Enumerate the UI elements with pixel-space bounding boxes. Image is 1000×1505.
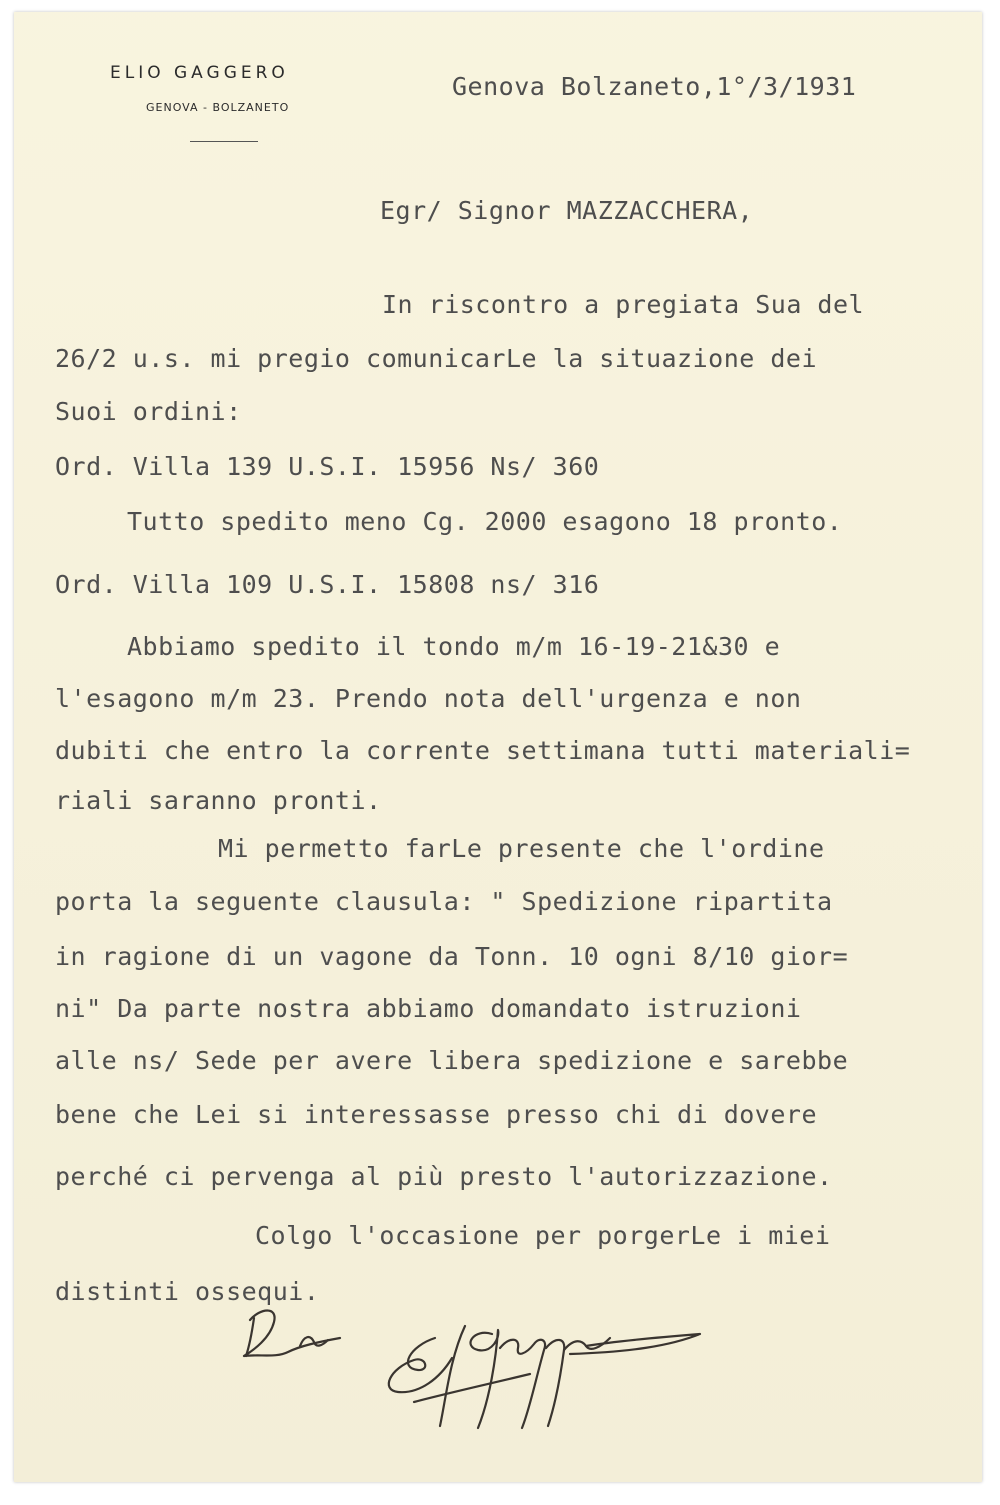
body-line: bene che Lei si interessasse presso chi di dovere <box>55 1100 818 1129</box>
body-line: l'esagono m/m 23. Prendo nota dell'urgenza e non <box>55 684 802 713</box>
body-line: Suoi ordini: <box>55 397 242 426</box>
handwritten-signature <box>230 1298 710 1433</box>
body-line: 26/2 u.s. mi pregio comunicarLe la situazione dei <box>55 344 818 373</box>
body-line: ni" Da parte nostra abbiamo domandato istruzioni <box>55 994 802 1023</box>
body-line: porta la seguente clausula: " Spedizione ripartita <box>55 887 833 916</box>
order-line: Ord. Villa 109 U.S.I. 15808 ns/ 316 <box>55 570 600 599</box>
date-line: Genova Bolzaneto,1°/3/1931 <box>452 72 857 101</box>
body-line: Abbiamo spedito il tondo m/m 16-19-21&30 e <box>127 632 781 661</box>
closing-line: distinti ossequi. <box>55 1277 320 1306</box>
body-line: Mi permetto farLe presente che l'ordine <box>218 834 825 863</box>
letterhead-rule <box>190 141 258 142</box>
order-line: Ord. Villa 139 U.S.I. 15956 Ns/ 360 <box>55 452 600 481</box>
letterhead-place: GENOVA - BOLZANETO <box>146 101 290 114</box>
body-line: In riscontro a pregiata Sua del <box>382 290 865 319</box>
body-line: Tutto spedito meno Cg. 2000 esagono 18 pronto. <box>127 507 843 536</box>
body-line: dubiti che entro la corrente settimana tutti materiali= <box>55 736 911 765</box>
body-line: riali saranno pronti. <box>55 786 382 815</box>
salutation: Egr/ Signor MAZZACCHERA, <box>380 196 754 225</box>
body-line: perché ci pervenga al più presto l'autorizzazione. <box>55 1162 833 1191</box>
body-line: alle ns/ Sede per avere libera spedizione e sarebbe <box>55 1046 849 1075</box>
body-line: in ragione di un vagone da Tonn. 10 ogni 8/10 gior= <box>55 942 849 971</box>
closing-line: Colgo l'occasione per porgerLe i miei <box>255 1221 831 1250</box>
letterhead-name: ELIO GAGGERO <box>110 63 289 83</box>
